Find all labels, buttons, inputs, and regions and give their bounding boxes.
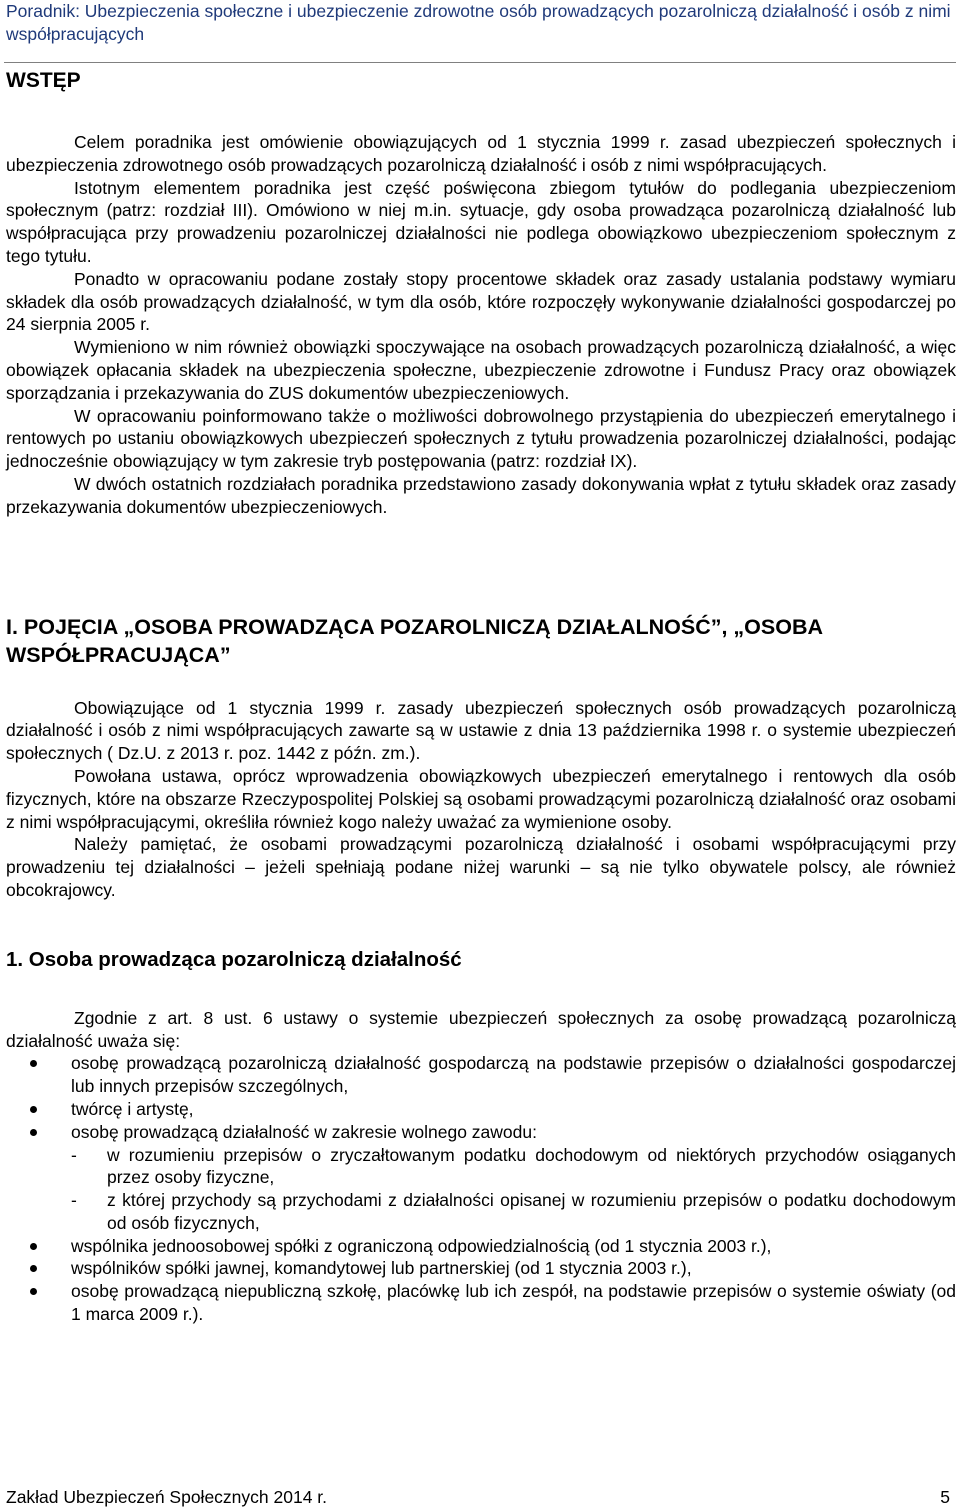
- document-body: [6, 68, 956, 1326]
- intro-paragraph: Istotnym elementem poradnika jest część poświęcona zbiegom tytułów do podlegania ubezpieczeniom społecznym (patrz: rozdział III). Omówiono w niej m.in. sytuacje, gdy osoba prowadząca pozarolniczą działalność lub współpracująca przy prowadzeniu pozarolniczej działalności nie podlega obowiązkowo ubezpieczeniom społecznym z tego tytułu.: [6, 177, 956, 266]
- footer-publisher: Zakład Ubezpieczeń Społecznych 2014 r.: [6, 1487, 328, 1507]
- list-item: wspólnika jednoosobowej spółki z ograniczoną odpowiedzialnością (od 1 stycznia 2003 r.),: [6, 1235, 956, 1258]
- spacer: [6, 519, 956, 613]
- chapter-paragraph: Powołana ustawa, oprócz wprowadzenia obowiązkowych ubezpieczeń emerytalnego i rentowych dla osób fizycznych, które na obszarze Rzeczypospolitej Polskiej są osobami prowadzącymi pozarolniczą działalność oraz osobami z nimi współpracującymi, określiła również kogo należy uważać za wymienione osoby.: [6, 765, 956, 832]
- intro-paragraph: W dwóch ostatnich rozdziałach poradnika przedstawiono zasady dokonywania wpłat z tytułu składek oraz zasady przekazywania dokumentów ubezpieczeniowych.: [6, 473, 956, 517]
- sub-list-item: - w rozumieniu przepisów o zryczałtowanym podatku dochodowym od niektórych przychodów osiąganych przez osoby fizyczne,: [71, 1144, 956, 1188]
- intro-paragraph: Wymieniono w nim również obowiązki spoczywające na osobach prowadzących pozarolniczą działalność, a więc obowiązek opłacania składek na ubezpieczenia społeczne, ubezpieczenie zdrowotne i Fundusz Pracy oraz obowiązek sporządzania i przekazywania do ZUS dokumentów ubezpieczeniowych.: [6, 337, 956, 403]
- running-header: [6, 0, 954, 46]
- list-item: osobę prowadzącą niepubliczną szkołę, placówkę lub ich zespół, na podstawie przepisów o systemie oświaty (od 1 marca 2009 r.).: [6, 1280, 956, 1326]
- section-lead: Zgodnie z art. 8 ust. 6 ustawy o systemie ubezpieczeń społecznych za osobę prowadzącą pozarolniczą działalność uważa się:: [6, 1007, 956, 1051]
- list-item: osobę prowadzącą pozarolniczą działalność gospodarczą na podstawie przepisów o działalności gospodarczej lub innych przepisów szczególnych,: [6, 1052, 956, 1098]
- chapter-heading: I. POJĘCIA „OSOBA PROWADZĄCA POZAROLNICZĄ DZIAŁALNOŚĆ”, „OSOBA WSPÓŁPRACUJĄCA”: [6, 614, 823, 667]
- bullet-icon: [30, 1106, 37, 1113]
- spacer: [6, 94, 956, 131]
- intro-paragraph: W opracowaniu poinformowano także o możliwości dobrowolnego przystąpienia do ubezpieczeń emerytalnego i rentowych po ustaniu obowiązkowych ubezpieczeń społecznych z tytułu prowadzenia pozarolniczej działalności, podając jednocześnie obowiązujący w tym zakresie tryb postępowania (patrz: rozdział IX).: [6, 405, 956, 472]
- bullet-icon: [30, 1288, 37, 1295]
- chapter-paragraph: Należy pamiętać, że osobami prowadzącymi pozarolniczą działalność i osobami współpracującymi przy prowadzeniu tej działalności – jeżeli spełniają podane niżej warunki – są nie tylko obywatele polscy, ale również obcokrajowcy.: [6, 834, 956, 900]
- list-item: osobę prowadzącą działalność w zakresie wolnego zawodu: - w rozumieniu przepisów o zryczałtowanym podatku dochodowym od niektórych przychodów osiąganych przez osoby fizyczne, - z której przychody są przychodami z działalności opisanej w rozumieniu przepisów o podatku dochodowym od osób fizycznych,: [6, 1121, 956, 1235]
- spacer: [6, 902, 956, 947]
- intro-paragraph: Celem poradnika jest omówienie obowiązujących od 1 stycznia 1999 r. zasad ubezpieczeń społecznych i ubezpieczenia zdrowotnego osób prowadzących pozarolniczą działalność i osób z nimi współpracujących.: [6, 132, 956, 175]
- bullet-icon: [30, 1243, 37, 1250]
- bullet-icon: [30, 1060, 37, 1067]
- chapter-paragraph: Obowiązujące od 1 stycznia 1999 r. zasady ubezpieczeń społecznych osób prowadzących pozarolniczą działalność i osób z nimi współpracujących zawarte są w ustawie z dnia 13 października 1998 r. o systemie ubezpieczeń społecznych ( Dz.U. z 2013 r. poz. 1442 z późn. zm.).: [6, 697, 956, 764]
- bullet-icon: [30, 1129, 37, 1136]
- definition-list: [6, 1052, 956, 1326]
- page-number: 5: [940, 1487, 950, 1507]
- sub-list: [71, 1144, 956, 1235]
- list-item: twórcę i artystę,: [6, 1098, 956, 1121]
- intro-heading: WSTĘP: [6, 69, 81, 92]
- spacer: [6, 669, 956, 697]
- header-divider: [4, 62, 956, 63]
- dash-marker: -: [71, 1144, 77, 1165]
- page-footer: [6, 1486, 950, 1510]
- running-header-title: Poradnik: Ubezpieczenia społeczne i ubezpieczenie zdrowotne osób prowadzących pozarolniczą działalność i osób z nimi współpracujących: [6, 1, 951, 44]
- list-item: wspólników spółki jawnej, komandytowej lub partnerskiej (od 1 stycznia 2003 r.),: [6, 1257, 956, 1280]
- spacer: [6, 973, 956, 1007]
- intro-paragraph: Ponadto w opracowaniu podane zostały stopy procentowe składek oraz zasady ustalania podstawy wymiaru składek dla osób prowadzących działalność, w tym dla osób, które rozpoczęły wykonywanie działalności gospodarczej po 24 sierpnia 2005 r.: [6, 268, 956, 335]
- bullet-icon: [30, 1265, 37, 1272]
- section-heading: 1. Osoba prowadząca pozarolniczą działalność: [6, 947, 462, 971]
- dash-marker: -: [71, 1190, 77, 1211]
- sub-list-item: - z której przychody są przychodami z działalności opisanej w rozumieniu przepisów o podatku dochodowym od osób fizycznych,: [71, 1190, 956, 1233]
